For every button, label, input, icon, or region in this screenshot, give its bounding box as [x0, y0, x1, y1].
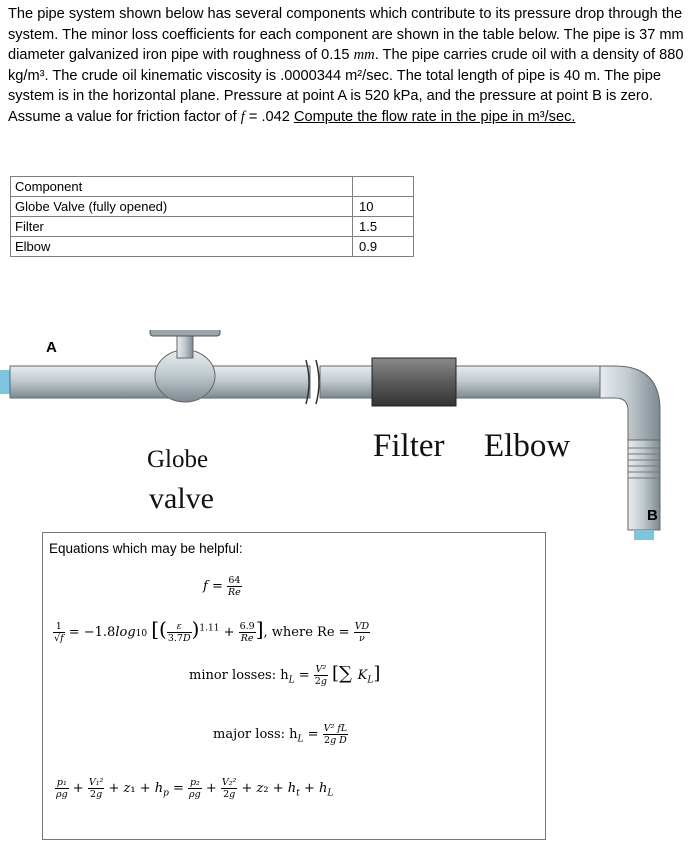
- problem-text-1: The pipe system shown below has several components which contribute to its pressure drop through the system. The minor loss coefficients for each component are shown in the table below. The pipe is 37 mm diameter galvanized iron pipe with roughness of 0.15: [8, 6, 684, 64]
- label-elbow: Elbow: [484, 428, 571, 464]
- label-valve: valve: [149, 482, 214, 515]
- roughness-unit: mm: [353, 47, 375, 64]
- label-globe: Globe: [147, 446, 209, 473]
- minor-label: minor losses: h: [189, 668, 289, 683]
- eq-minor-losses: minor losses: $h_L$ = $\frac{\text{V²}}{2g}$ [∑ $K_L$]: [189, 663, 381, 687]
- valve-handle: [150, 330, 220, 336]
- eq-major-loss: major loss: $h_L$ = $\frac{\text{V² fL}}{\text{2g D}}$: [213, 723, 348, 746]
- major-label: major loss: h: [213, 727, 298, 742]
- valve-stem: [177, 336, 193, 358]
- table-cell-component: Elbow: [11, 237, 353, 257]
- friction-value: = .042: [244, 108, 294, 125]
- elbow-fitting: [600, 366, 660, 440]
- water-outflow: [634, 530, 654, 540]
- loss-coefficient-table: [10, 176, 414, 257]
- problem-statement: [8, 4, 690, 128]
- problem-task: Compute the flow rate in the pipe in m³/sec.: [293, 108, 576, 125]
- eq-colebrook: $\frac{1}{√f}$ = −1.8log10 [( $\frac{\varepsilon}{3.7D}$ )$^{1.11}$ + $\frac{6.9}{Re}$ ], where Re = $\frac{VD}{\nu}$: [54, 617, 370, 644]
- table-header-row: [11, 177, 414, 197]
- pipe-figure: [0, 330, 696, 540]
- eq-energy: $\frac{\text{p₁}}{\rho g}$ + $\frac{\text{V₁²}}{2g}$ + $z_1 + h_p$ = $\frac{\text{p₂}}{\rho g}$ + $\frac{\text{V₂²}}{2g}$ + $z_2 + h_t + h_L$: [56, 777, 334, 800]
- label-filter: Filter: [373, 428, 445, 464]
- label-point-a: A: [46, 339, 57, 356]
- table-row: [11, 217, 414, 237]
- label-point-b: B: [647, 507, 658, 524]
- table-cell-k: 10: [353, 197, 414, 217]
- pipe-segment-right: [320, 366, 610, 398]
- table-row: [11, 197, 414, 217]
- equations-box: [42, 532, 546, 840]
- table-header-k: [353, 177, 414, 197]
- table-cell-component: Filter: [11, 217, 353, 237]
- equations-title: Equations which may be helpful:: [49, 541, 243, 556]
- table-cell-k: 0.9: [353, 237, 414, 257]
- filter-body: [372, 358, 456, 406]
- table-row: [11, 237, 414, 257]
- table-cell-component: Globe Valve (fully opened): [11, 197, 353, 217]
- problem-text-2: . The pipe carries crude oil with a density of 880 kg/m³. The crude oil kinematic viscosity is .0000344 m²/sec. The total length of pipe is 40 m. The pipe system is in the horizontal plane. Pressure at point A is 520 kPa, and the pressure at point B is zero. Assume a value for friction factor of: [8, 47, 684, 125]
- table-header-component: Component: [11, 177, 353, 197]
- pipe-illustration: [0, 330, 696, 540]
- eq-laminar-friction: f = $\frac{64}{Re}$: [203, 575, 241, 598]
- friction-symbol: f: [240, 108, 245, 125]
- where-text: , where Re =: [263, 625, 350, 640]
- table-cell-k: 1.5: [353, 217, 414, 237]
